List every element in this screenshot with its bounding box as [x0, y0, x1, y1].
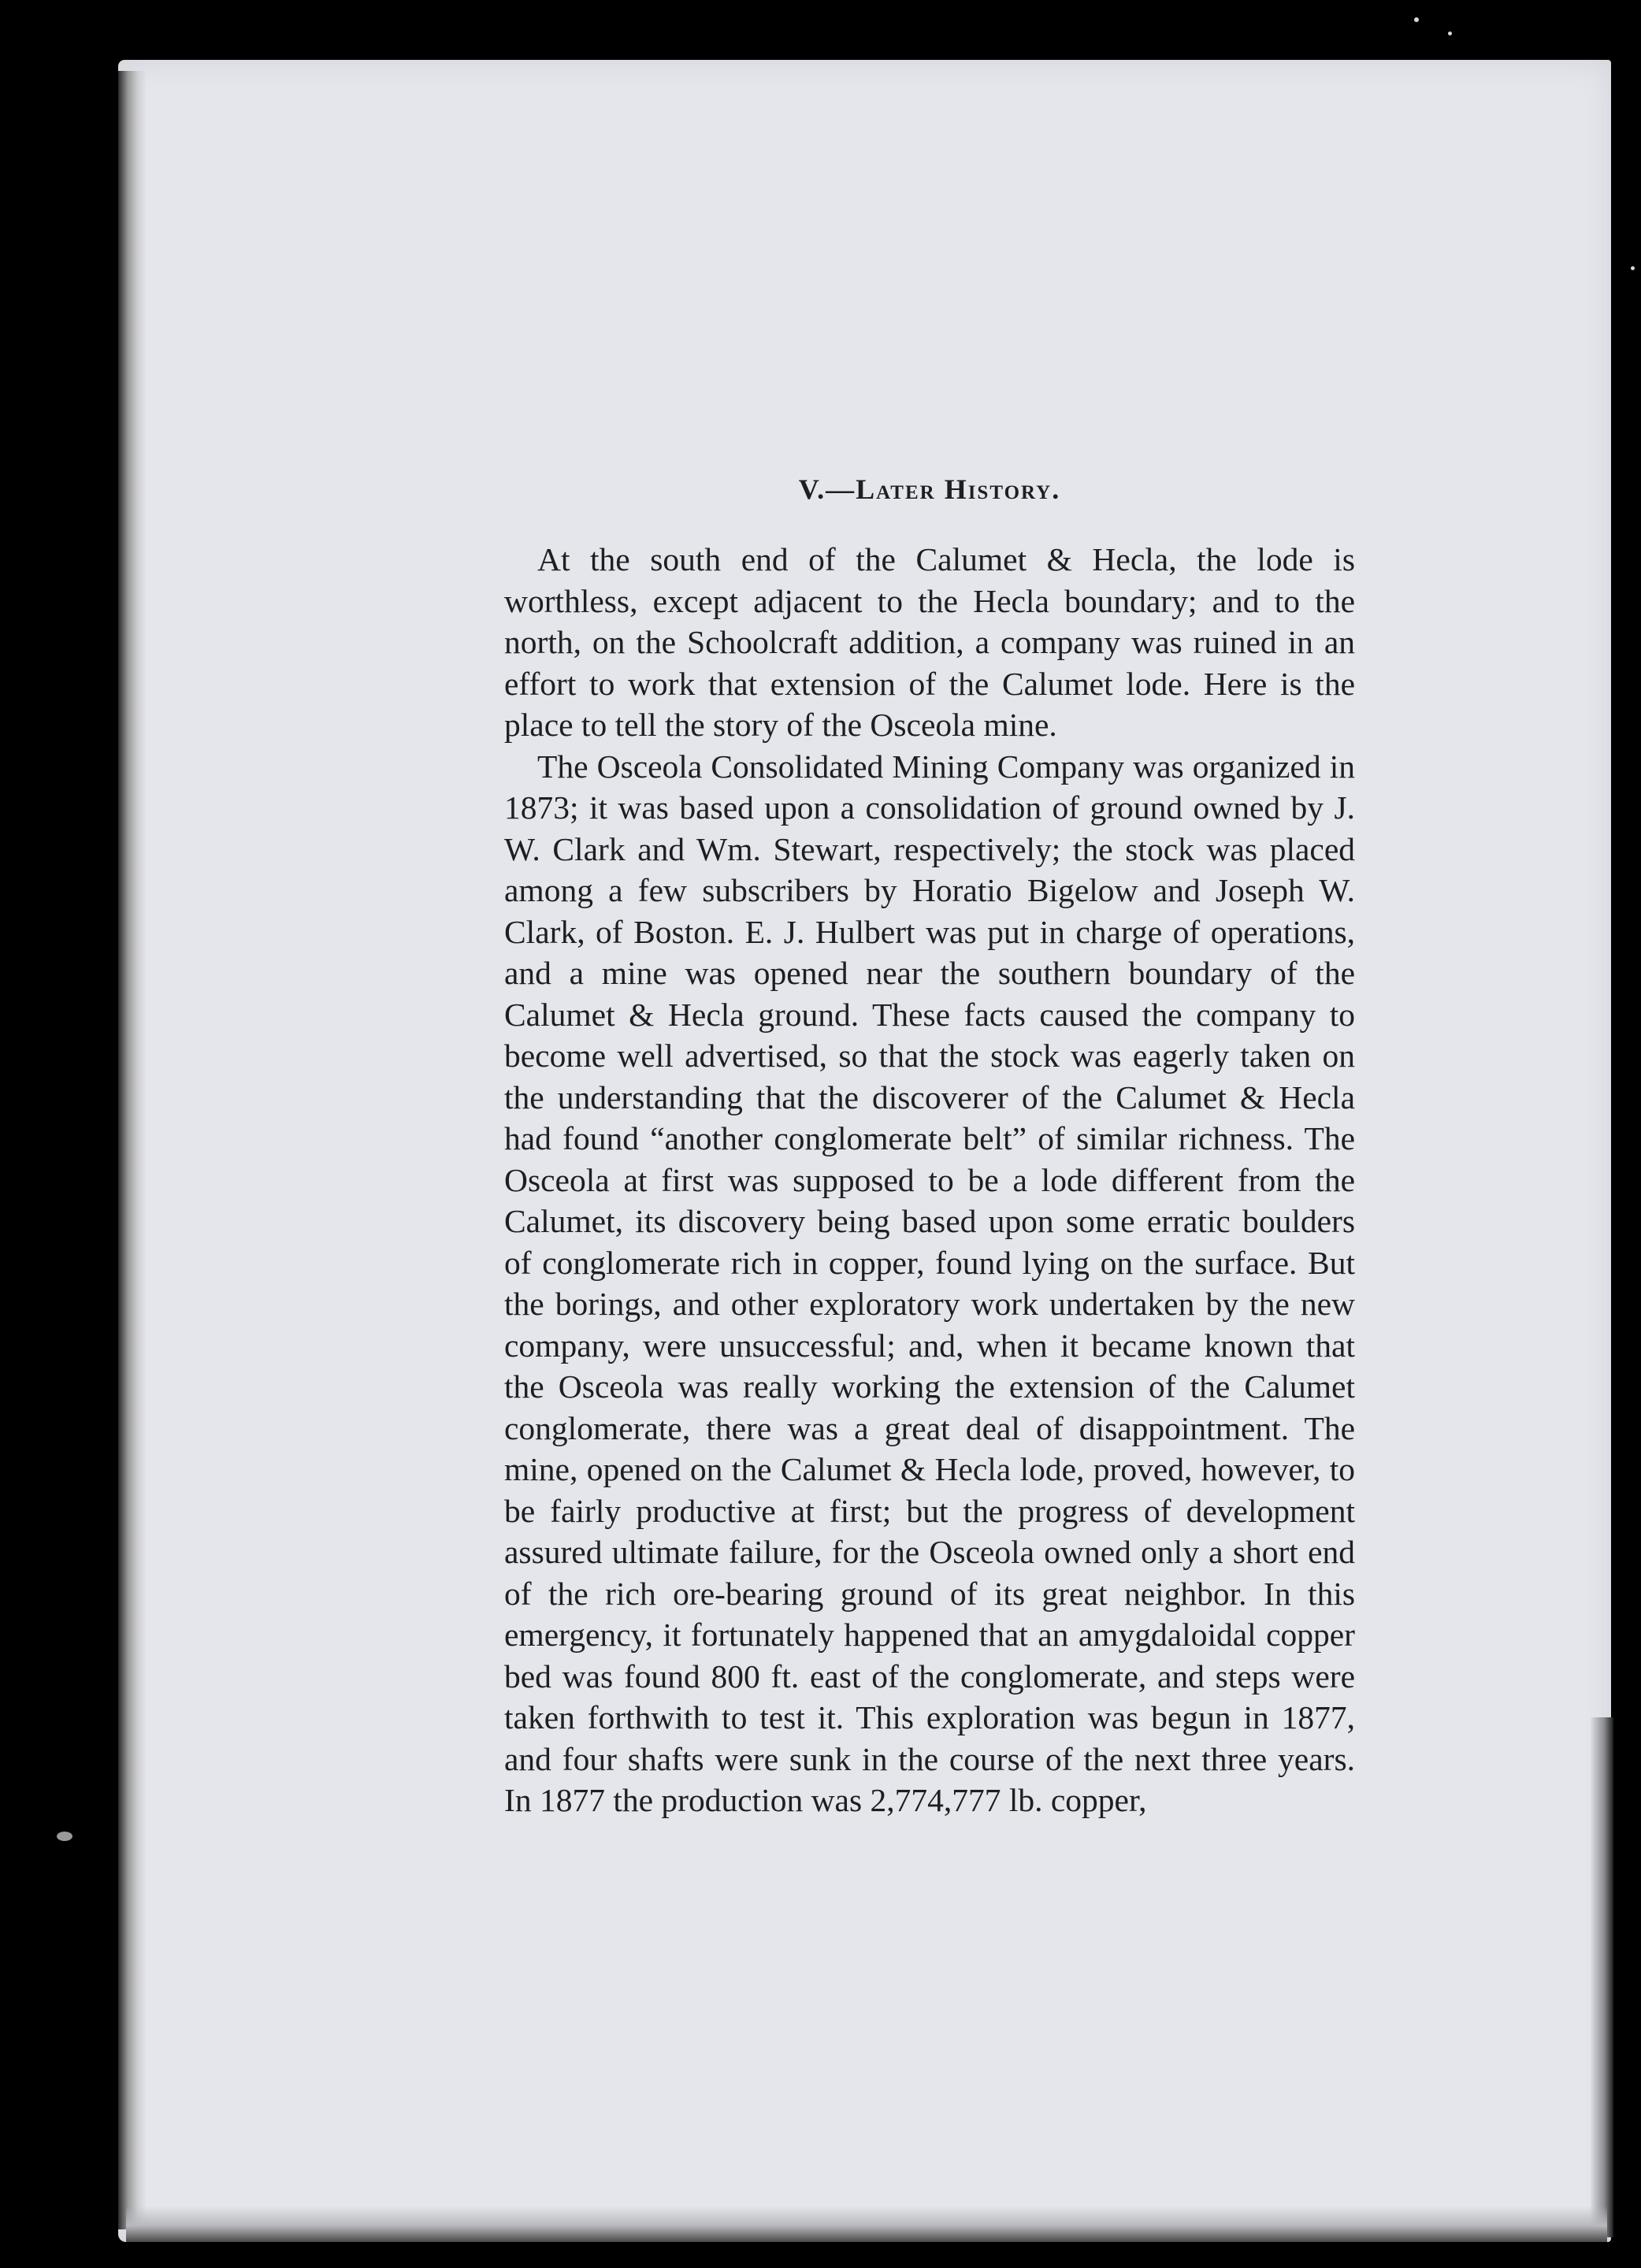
paragraph: At the south end of the Calumet & Hecla, the lode is worthless, except adjacent to the Hecla boundary; and to the north, on the Schoolcraft addition, a company was ruined in an effort to work that extension of the Calumet lode. Here is the place to tell the story of the Osceola mine.	[504, 541, 1355, 743]
page-edge-right	[1590, 1717, 1613, 2237]
dust-speck	[1448, 32, 1452, 35]
page-edge-left	[118, 71, 147, 2229]
page-edge-bottom	[126, 2206, 1607, 2242]
dust-speck	[1631, 266, 1635, 270]
paragraph: The Osceola Consolidated Mining Company was organized in 1873; it was based upon a consolidation of ground owned by J. W. Clark and Wm. Stewart, respectively; the stock was placed among a few subscribers by Horatio Bigelow and Joseph W. Clark, of Boston. E. J. Hulbert was put in charge of operations, and a mine was opened near the southern boundary of the Calumet & Hecla ground. These facts caused the company to become well advertised, so that the stock was eagerly taken on the understanding that the discoverer of the Calumet & Hecla had found “another conglomerate belt” of similar richness. The Osceola at first was supposed to be a lode different from the Calumet, its discovery being based upon some erratic boulders of conglomerate rich in copper, found lying on the surface. But the borings, and other exploratory work undertaken by the new company, were unsuccessful; and, when it became known that the Osceola was really working the extension of the Calumet conglomerate, there was a great deal of disappointment. The mine, opened on the Calumet & Hecla lode, proved, however, to be fairly productive at first; but the progress of development assured ultimate failure, for the Osceola owned only a short end of the rich ore-bearing ground of its great neighbor. In this emergency, it fortunately happened that an amygdaloidal copper bed was found 800 ft. east of the conglomerate, and steps were taken forthwith to test it. This exploration was begun in 1877, and four shafts were sunk in the course of the next three years. In 1877 the production was 2,774,777 lb. copper,	[504, 748, 1355, 1818]
dust-speck	[1414, 17, 1419, 22]
dust-speck	[57, 1832, 72, 1841]
section-heading: V.—Later History.	[798, 473, 1061, 505]
page-text-block	[504, 473, 1355, 1821]
